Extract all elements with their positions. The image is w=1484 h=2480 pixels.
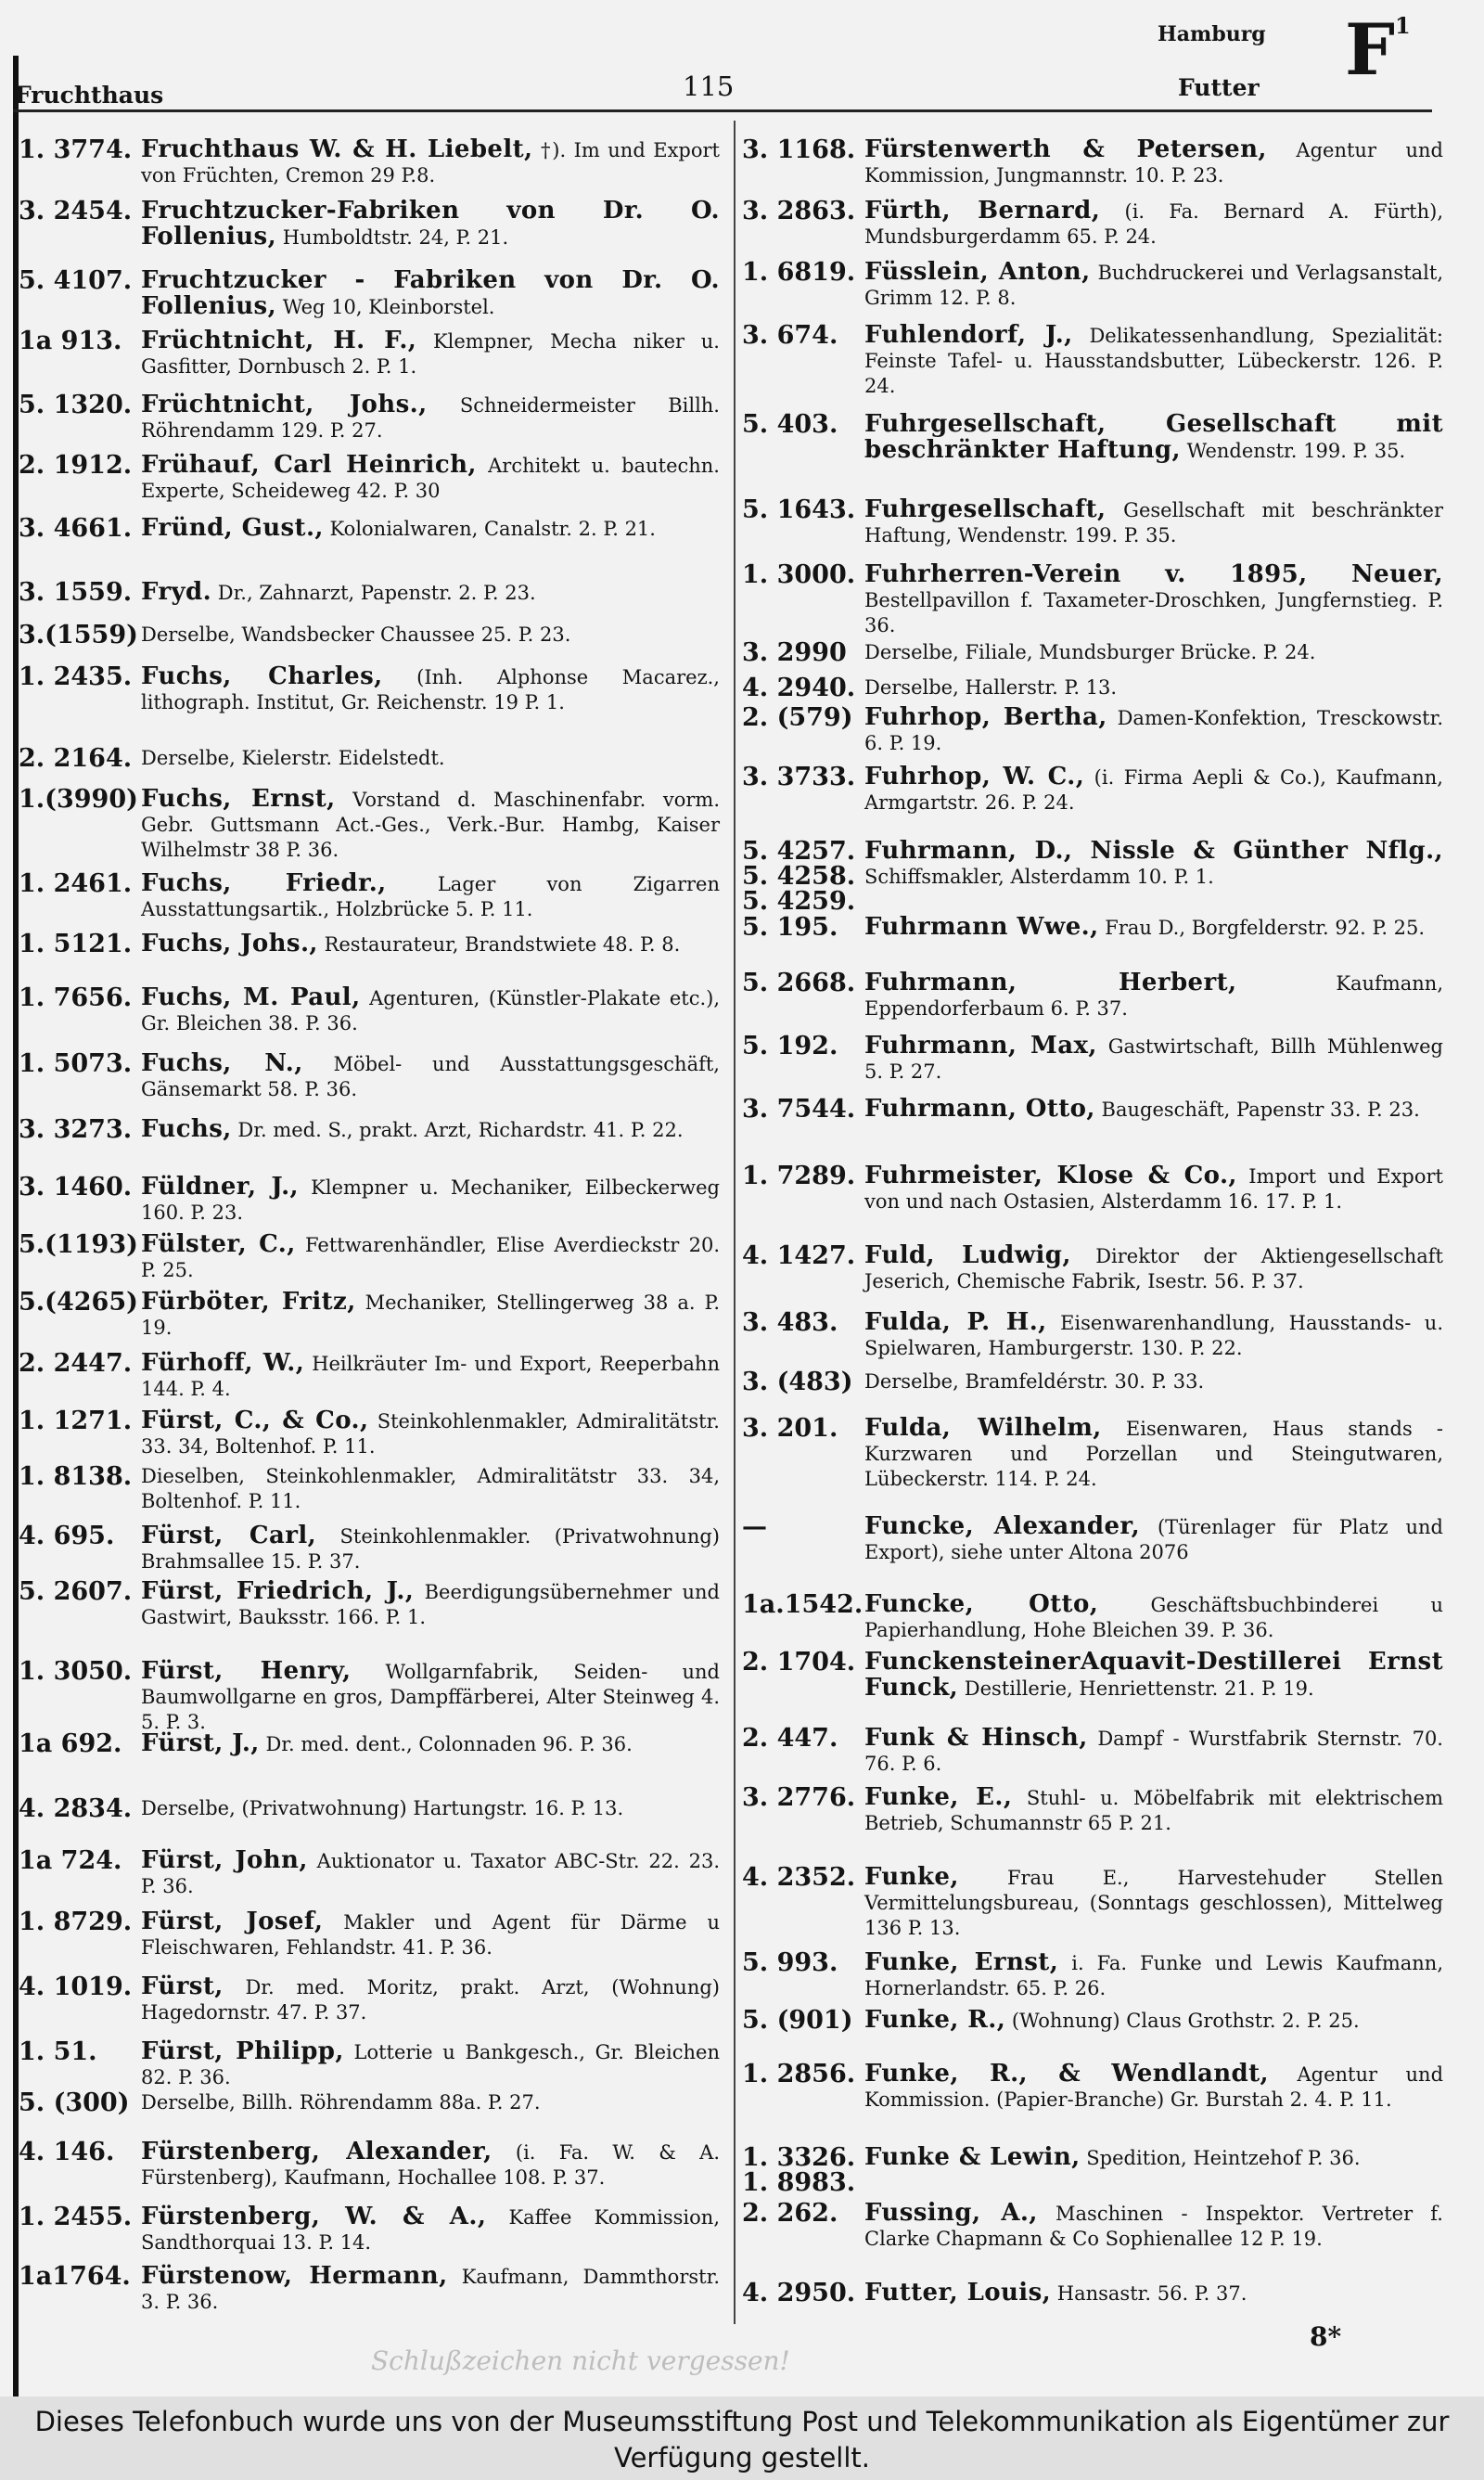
subscriber-name: Fuhrherren-Verein v. 1895, Neuer, [864, 560, 1443, 588]
subscriber-details: Dr. med. S., prakt. Arzt, Richardstr. 41. P. 22. [237, 1119, 684, 1141]
phone-number: 1. 3326. 1. 8983. [742, 2143, 856, 2197]
entry-text [141, 985, 720, 1036]
entry-text [864, 2201, 1443, 2252]
subscriber-name: Fuhrgesellschaft, Gesellschaft mit beschränkter Haftung, [864, 410, 1443, 464]
subscriber-name: Fürstenow, Hermann, [141, 2262, 448, 2290]
subscriber-details: Klempner, Mecha niker u. Gasfitter, Dornbusch 2. P. 1. [141, 330, 720, 378]
subscriber-details: (Inh. Alphonse Macarez., lithograph. Institut, Gr. Reichenstr. 19 P. 1. [141, 666, 720, 713]
phone-number: 3. 2863. [742, 197, 856, 225]
subscriber-details: Derselbe, Kielerstr. Eidelstedt. [141, 747, 445, 769]
section-letter-main: F [1345, 8, 1395, 91]
entry-text [141, 1579, 720, 1630]
subscriber-name: Fuhrmann, Otto, [864, 1095, 1095, 1123]
subscriber-name: Füldner, J., [141, 1173, 299, 1201]
entry-text [864, 137, 1443, 188]
subscriber-name: Fürst, J., [141, 1729, 260, 1757]
subscriber-details: Frau D., Borgfelderstr. 92. P. 25. [1105, 917, 1426, 939]
subscriber-name: Fuhrhop, W. C., [864, 763, 1085, 790]
phone-number: 5. 1643. [742, 495, 856, 524]
subscriber-name: Fuhrmann, Herbert, [864, 969, 1237, 996]
entry-text [864, 323, 1443, 399]
phone-number: 3. 201. [742, 1414, 838, 1443]
subscriber-name: Fuchs, M. Paul, [141, 983, 361, 1011]
subscriber-name: Fuchs, [141, 1115, 232, 1143]
phone-number: 5. 195. [742, 913, 838, 942]
subscriber-name: Fulda, P. H., [864, 1308, 1047, 1336]
subscriber-name: Fuld, Ludwig, [864, 1241, 1071, 1269]
entry-text [864, 1514, 1443, 1565]
subscriber-name: Früchtnicht, Johs., [141, 391, 428, 418]
phone-number: 3. 3273. [19, 1115, 133, 1144]
phone-number: 5. 4257. 5. 4258. 5. 4259. [742, 837, 856, 916]
entry-text [864, 1034, 1443, 1085]
subscriber-details: Makler und Agent für Därme u Fleischwaren, Fehlandstr. 41. P. 36. [141, 1911, 720, 1959]
phone-number: 1. 5121. [19, 930, 133, 958]
subscriber-name: Füsslein, Anton, [864, 258, 1091, 286]
subscriber-details: Lotterie u Bankgesch., Gr. Bleichen 82. P. 36. [141, 2041, 720, 2088]
subscriber-name: Fulda, Wilhelm, [864, 1414, 1102, 1442]
entry-text [864, 1097, 1443, 1123]
subscriber-name: Fülster, C., [141, 1230, 296, 1258]
phone-number: 3. 1460. [19, 1173, 133, 1201]
subscriber-details: Klempner u. Mechaniker, Eilbeckerweg 160. P. 23. [141, 1176, 720, 1224]
header-left-keyword: Fruchthaus [15, 82, 164, 109]
subscriber-name: Funcke, Alexander, [864, 1512, 1141, 1540]
subscriber-details: Fettwarenhändler, Elise Averdieckstr 20. P. 25. [141, 1234, 720, 1281]
phone-number: 1. 7656. [19, 983, 133, 1012]
phone-number: 5. (901) [742, 2006, 853, 2035]
subscriber-details: Kaffee Kommission, Sandthorquai 13. P. 14. [141, 2206, 720, 2254]
subscriber-details: Maschinen - Inspektor. Vertreter f. Clarke Chapmann & Co Sophienallee 12 P. 19. [864, 2203, 1443, 2250]
subscriber-details: Hansastr. 56. P. 37. [1056, 2282, 1247, 2305]
subscriber-name: Fürth, Bernard, [864, 197, 1101, 225]
entry-text [864, 199, 1443, 250]
subscriber-details: Schiffsmakler, Alsterdamm 10. P. 1. [864, 866, 1214, 888]
subscriber-details: Beerdigungsübernehmer und Gastwirt, Bauksstr. 166. P. 1. [141, 1581, 720, 1628]
entry-text [141, 1848, 720, 1899]
subscriber-details: Eisenwarenhandlung, Hausstands- u. Spielwaren, Hamburgerstr. 130. P. 22. [864, 1312, 1443, 1359]
phone-number: 5. 2607. [19, 1577, 133, 1606]
phone-number: 1. 3774. [19, 135, 133, 164]
entry-text [141, 1659, 720, 1735]
subscriber-name: Funk & Hinsch, [864, 1724, 1088, 1752]
phone-number: 3. (483) [742, 1368, 853, 1396]
subscriber-name: Fürst, Philipp, [141, 2037, 344, 2065]
subscriber-name: Futter, Louis, [864, 2279, 1052, 2307]
subscriber-name: Fuhrmeister, Klose & Co., [864, 1162, 1237, 1189]
subscriber-details: Derselbe, Billh. Röhrendamm 88a. P. 27. [141, 2091, 541, 2114]
phone-number: 5. (300) [19, 2088, 130, 2117]
phone-number: 4. 1427. [742, 1241, 856, 1270]
entry-text [141, 746, 720, 771]
entry-text [864, 1785, 1443, 1836]
entry-text [864, 1592, 1443, 1643]
entry-text [864, 765, 1443, 816]
subscriber-details: Dr., Zahnarzt, Papenstr. 2. P. 23. [217, 582, 536, 604]
subscriber-details: (i. Firma Aepli & Co.), Kaufmann, Armgartstr. 26. P. 24. [864, 766, 1443, 814]
subscriber-name: Fürst, Carl, [141, 1522, 317, 1549]
phone-number: 4. 146. [19, 2138, 115, 2166]
entry-text [864, 562, 1443, 638]
subscriber-details: Derselbe, Hallerstr. P. 13. [864, 676, 1118, 699]
phone-number: 1a.1542. [742, 1590, 864, 1619]
subscriber-details: (Türenlager für Platz und Export), siehe unter Altona 2076 [864, 1516, 1443, 1563]
phone-number: 3. 674. [742, 321, 838, 350]
entry-text [141, 787, 720, 863]
subscriber-name: Fuchs, Friedr., [141, 869, 387, 897]
phone-number: 1. 6819. [742, 258, 856, 287]
entry-text [141, 580, 720, 606]
entry-text [864, 640, 1443, 665]
phone-number: 2. 1912. [19, 451, 133, 480]
phone-number: 5. 403. [742, 410, 838, 439]
subscriber-details: Wollgarnfabrik, Seiden- und Baumwollgarne en gros, Dampffärberei, Alter Steinweg 4. 5. P. 3. [141, 1661, 720, 1733]
subscriber-details: Schneidermeister Billh. Röhrendamm 129. P. 27. [141, 394, 720, 442]
phone-number: 2. (579) [742, 703, 853, 732]
phone-number: 5. 192. [742, 1032, 838, 1060]
entry-text [141, 1974, 720, 2025]
entry-text [141, 453, 720, 504]
entry-text [141, 268, 720, 320]
phone-number: 1. 51. [19, 2037, 97, 2066]
entry-text [141, 2039, 720, 2090]
subscriber-name: Früchtnicht, H. F., [141, 327, 417, 354]
subscriber-details: (i. Fa. Bernard A. Fürth), Mundsburgerdamm 65. P. 24. [864, 200, 1443, 248]
subscriber-details: Architekt u. bautechn. Experte, Scheideweg 42. P. 30 [141, 455, 720, 502]
subscriber-details: Kaufmann, Dammthorstr. 3. P. 36. [141, 2266, 720, 2313]
entry-text [864, 1163, 1443, 1214]
subscriber-name: Fürböter, Fritz, [141, 1288, 356, 1316]
subscriber-details: Buchdruckerei und Verlagsanstalt, Grimm 12. P. 8. [864, 262, 1443, 309]
phone-number: 3. 3733. [742, 763, 856, 791]
subscriber-details: Derselbe, Bramfeldérstr. 30. P. 33. [864, 1370, 1205, 1393]
subscriber-details: †). Im und Export von Früchten, Cremon 29 P.8. [141, 139, 720, 186]
subscriber-details: Mechaniker, Stellingerweg 38 a. P. 19. [141, 1291, 721, 1339]
section-letter-sup: 1 [1394, 12, 1411, 39]
entry-text [141, 1232, 720, 1283]
subscriber-name: Funke, Ernst, [864, 1948, 1059, 1976]
entry-text [864, 1865, 1443, 1941]
phone-number: 2. 262. [742, 2199, 838, 2228]
subscriber-name: Fürst, Henry, [141, 1657, 352, 1685]
phone-number: 1. 8729. [19, 1908, 133, 1936]
subscriber-name: Fruchthaus W. & H. Liebelt, [141, 135, 533, 163]
subscriber-name: FunckensteinerAquavit-Destillerei Ernst Funck, [864, 1648, 1443, 1702]
phone-number: 1a 724. [19, 1846, 122, 1875]
entry-text [864, 2062, 1443, 2113]
subscriber-details: Direktor der Aktiengesellschaft Jeserich, Chemische Fabrik, Isestr. 56. P. 37. [864, 1245, 1443, 1292]
subscriber-details: (i. Fa. W. & A. Fürstenberg), Kaufmann, Hochallee 108. P. 37. [141, 2141, 720, 2189]
subscriber-name: Fürst, Friedrich, J., [141, 1577, 415, 1605]
entry-text [864, 1650, 1443, 1702]
subscriber-details: Vorstand d. Maschinenfabr. vorm. Gebr. Guttsmann Act.-Ges., Verk.-Bur. Hambg, Kaiser Wilhelmstr 38 P. 36. [141, 789, 721, 861]
phone-number: 5.(4265) [19, 1288, 138, 1317]
subscriber-details: Gastwirtschaft, Billh Mühlenweg 5. P. 27. [864, 1035, 1443, 1083]
subscriber-details: Dr. med. dent., Colonnaden 96. P. 36. [265, 1733, 633, 1755]
entry-text [864, 497, 1443, 548]
subscriber-name: Fürstenwerth & Petersen, [864, 135, 1267, 163]
subscriber-details: Bestellpavillon f. Taxameter-Droschken, Jungfernstieg. P. 36. [864, 589, 1443, 636]
column-divider [734, 121, 736, 2324]
subscriber-name: Fründ, Gust., [141, 514, 324, 542]
subscriber-name: Fürstenberg, Alexander, [141, 2138, 493, 2165]
entry-text [864, 2281, 1443, 2307]
entry-text [141, 932, 720, 957]
phone-number: 3. 2776. [742, 1783, 856, 1812]
subscriber-details: Import und Export von und nach Ostasien, Alsterdamm 16. 17. P. 1. [864, 1165, 1443, 1213]
header-right-keyword: Futter [1178, 74, 1260, 101]
subscriber-name: Fuhrmann Wwe., [864, 913, 1099, 941]
subscriber-details: Damen-Konfektion, Tresckowstr. 6. P. 19. [864, 707, 1443, 754]
phone-number: 2. 447. [742, 1724, 838, 1753]
phone-number: 1a1764. [19, 2262, 131, 2291]
subscriber-name: Fuhrhop, Bertha, [864, 703, 1107, 731]
subscriber-details: Agenturen, (Künstler-Plakate etc.), Gr. Bleichen 38. P. 36. [141, 987, 721, 1034]
subscriber-details: Gesellschaft mit beschränkter Haftung, Wendenstr. 199. P. 35. [864, 499, 1443, 546]
subscriber-name: Fuhrmann, D., Nissle & Günther Nflg., [864, 837, 1443, 865]
entry-text [141, 1175, 720, 1226]
subscriber-details: Kaufmann, Eppendorferbaum 6. P. 37. [864, 972, 1443, 1020]
entry-text [864, 915, 1443, 941]
subscriber-details: Spedition, Heintzehof P. 36. [1086, 2147, 1361, 2169]
entry-text [864, 970, 1443, 1022]
subscriber-details: Derselbe, Wandsbecker Chaussee 25. P. 23. [141, 623, 571, 646]
phone-number: 5. 993. [742, 1948, 838, 1977]
phone-number: 3. 2454. [19, 197, 133, 225]
entry-text [864, 705, 1443, 756]
entry-text [141, 1909, 720, 1960]
entry-text [864, 1950, 1443, 2001]
subscriber-name: Fürst, Josef, [141, 1908, 324, 1935]
subscriber-details: Dampf - Wurstfabrik Sternstr. 70. 76. P. 6. [864, 1728, 1443, 1775]
subscriber-details: Destillerie, Henriettenstr. 21. P. 19. [964, 1677, 1314, 1700]
entry-text [141, 1523, 720, 1574]
subscriber-details: Derselbe, (Privatwohnung) Hartungstr. 16. P. 13. [141, 1797, 624, 1819]
subscriber-name: Fürst, John, [141, 1846, 308, 1874]
signature-mark: 8* [1310, 2321, 1342, 2352]
subscriber-name: Funke, R., [864, 2006, 1006, 2034]
phone-number: 1. 2435. [19, 662, 133, 691]
subscriber-name: Funke, E., [864, 1783, 1013, 1811]
entry-text [141, 516, 720, 542]
phone-number: 3. 4661. [19, 514, 133, 543]
phone-number: 1a 913. [19, 327, 122, 355]
subscriber-name: Fuhrgesellschaft, [864, 495, 1107, 523]
subscriber-details: Möbel- und Ausstattungsgeschäft, Gänsemarkt 58. P. 36. [141, 1053, 720, 1100]
entry-text [141, 1290, 720, 1341]
entry-text [141, 1731, 720, 1757]
entry-text [864, 1369, 1443, 1394]
phone-number: 4. 695. [19, 1522, 115, 1550]
entry-text [141, 1796, 720, 1821]
subscriber-details: Agentur und Kommission. (Papier-Branche) Gr. Burstah 2. 4. P. 11. [864, 2063, 1444, 2111]
entry-text [864, 2008, 1443, 2034]
subscriber-details: Wendenstr. 199. P. 35. [1186, 440, 1406, 462]
phone-number: 3. 1168. [742, 135, 856, 164]
subscriber-name: Fuchs, Johs., [141, 930, 318, 957]
subscriber-name: Frühauf, Carl Heinrich, [141, 451, 477, 479]
subscriber-name: Fürstenberg, W. & A., [141, 2203, 487, 2230]
phone-number: 1. 3000. [742, 560, 856, 589]
subscriber-details: Dr. med. Moritz, prakt. Arzt, (Wohnung) Hagedornstr. 47. P. 37. [141, 1976, 720, 2024]
entry-text [141, 392, 720, 443]
header-city: Hamburg [1158, 22, 1266, 46]
subscriber-details: Geschäftsbuchbinderei u Papierhandlung, Hohe Bleichen 39. P. 36. [864, 1594, 1443, 1641]
subscriber-name: Fürhoff, W., [141, 1349, 305, 1377]
phone-number: 3.(1559) [19, 621, 138, 649]
subscriber-name: Fryd. [141, 578, 212, 606]
entry-text [141, 2090, 720, 2115]
subscriber-details: Lager von Zigarren Ausstattungsartik., Holzbrücke 5. P. 11. [141, 873, 720, 920]
entry-text [864, 2145, 1443, 2171]
phone-number: 5. 2668. [742, 969, 856, 997]
subscriber-name: Fuchs, Charles, [141, 662, 383, 690]
entry-text [141, 1464, 720, 1514]
subscriber-details: Agentur und Kommission, Jungmannstr. 10. P. 23. [864, 139, 1443, 186]
phone-number: 4. 2950. [742, 2279, 856, 2307]
entry-text [864, 412, 1443, 464]
subscriber-details: i. Fa. Funke und Lewis Kaufmann, Hornerlandstr. 65. P. 26. [864, 1952, 1443, 1999]
phone-number: 5. 4107. [19, 266, 133, 295]
subscriber-details: Auktionator u. Taxator ABC-Str. 22. 23. P. 36. [141, 1850, 720, 1897]
phone-number: 3. 483. [742, 1308, 838, 1337]
entry-text [141, 137, 720, 188]
phone-number: 1. 2461. [19, 869, 133, 898]
entry-text [141, 1351, 720, 1402]
phone-number: 1. 3050. [19, 1657, 133, 1686]
subscriber-details: (Wohnung) Claus Grothstr. 2. P. 25. [1011, 2010, 1360, 2032]
entry-text [864, 1310, 1443, 1361]
phone-number: 1. 7289. [742, 1162, 856, 1190]
phone-number: 5. 1320. [19, 391, 133, 419]
subscriber-name: Fruchtzucker-Fabriken von Dr. O. Follenius, [141, 197, 720, 251]
subscriber-details: Stuhl- u. Möbelfabrik mit elektrischem Betrieb, Schumannstr 65 P. 21. [864, 1787, 1444, 1834]
subscriber-details: Steinkohlenmakler. (Privatwohnung) Brahmsallee 15. P. 37. [141, 1525, 720, 1573]
subscriber-name: Fürst, [141, 1972, 224, 2000]
phone-number: 2. 2447. [19, 1349, 133, 1378]
phone-number: 1. 2455. [19, 2203, 133, 2231]
credit-line: Dieses Telefonbuch wurde uns von der Museumsstiftung Post und Telekommunikation als Eigentümer zur Verfügung gestellt. [0, 2396, 1484, 2480]
phone-number: 4. 2834. [19, 1794, 133, 1823]
entry-text [141, 328, 720, 379]
entry-text [141, 2204, 720, 2255]
subscriber-details: Humboldtstr. 24, P. 21. [282, 226, 509, 249]
phone-number: 1. 1271. [19, 1407, 133, 1435]
subscriber-name: Funcke, Otto, [864, 1590, 1099, 1618]
subscriber-name: Fuchs, N., [141, 1049, 303, 1077]
entry-text [141, 2139, 720, 2191]
entry-text [864, 1416, 1443, 1492]
entry-text [141, 199, 720, 251]
subscriber-details: Steinkohlenmakler, Admiralitätstr. 33. 34, Boltenhof. P. 11. [141, 1410, 720, 1458]
entry-text [864, 1243, 1443, 1294]
subscriber-name: Fuchs, Ernst, [141, 785, 336, 813]
phone-number: 2. 2164. [19, 744, 133, 773]
entry-text [864, 260, 1443, 311]
subscriber-details: Delikatessenhandlung, Spezialität: Feinste Tafel- u. Hausstandsbutter, Lübeckerstr. 126. P. 24. [864, 325, 1443, 397]
subscriber-name: Funke, [864, 1863, 959, 1891]
subscriber-details: Eisenwaren, Haus stands - Kurzwaren und Porzellan und Steingutwaren, Lübeckerstr. 114. P. 24. [864, 1418, 1443, 1490]
header-rule [13, 109, 1432, 112]
entry-text [141, 1408, 720, 1459]
phone-number: 3. 7544. [742, 1095, 856, 1124]
subscriber-name: Funke & Lewin, [864, 2143, 1081, 2171]
subscriber-name: Fürst, C., & Co., [141, 1407, 369, 1434]
phone-number: 4. 2352. [742, 1863, 856, 1892]
entry-text [141, 871, 720, 922]
entry-text [141, 1051, 720, 1102]
subscriber-name: Fuhlendorf, J., [864, 321, 1073, 349]
faded-bleedthrough-text: Schlußzeichen nicht vergessen! [371, 2345, 790, 2376]
phone-number: 4. 1019. [19, 1972, 133, 2001]
page-number: 115 [683, 71, 735, 102]
subscriber-name: Fruchtzucker - Fabriken von Dr. O. Follenius, [141, 266, 720, 320]
phone-number: 1. 8138. [19, 1462, 133, 1491]
phone-number: 1. 2856. [742, 2060, 856, 2088]
phone-number: 1. 5073. [19, 1049, 133, 1078]
entry-text [864, 839, 1443, 890]
phone-number: 1a 692. [19, 1729, 122, 1758]
subscriber-details: Weg 10, Kleinborstel. [282, 296, 495, 318]
entry-text [141, 2264, 720, 2315]
entry-text [864, 1726, 1443, 1777]
phone-number: 5.(1193) [19, 1230, 138, 1259]
subscriber-details: Heilkräuter Im- und Export, Reeperbahn 144. P. 4. [141, 1353, 720, 1400]
entry-text [141, 1117, 720, 1143]
subscriber-details: Dieselben, Steinkohlenmakler, Admiralitätstr 33. 34, Boltenhof. P. 11. [141, 1465, 720, 1512]
subscriber-name: Funke, R., & Wendlandt, [864, 2060, 1269, 2088]
subscriber-name: Fussing, A., [864, 2199, 1038, 2227]
entry-text [141, 664, 720, 715]
subscriber-details: Baugeschäft, Papenstr 33. P. 23. [1101, 1099, 1420, 1121]
entry-text [141, 623, 720, 648]
section-letter [1345, 8, 1411, 91]
subscriber-details: Frau E., Harvestehuder Stellen Vermittelungsbureau, (Sonntags geschlossen), Mittelweg 136 P. 13. [864, 1867, 1443, 1939]
phone-number: 1.(3990) [19, 785, 138, 814]
phone-number: 3. 2990 [742, 638, 847, 667]
subscriber-details: Derselbe, Filiale, Mundsburger Brücke. P. 24. [864, 641, 1316, 663]
subscriber-name: Fuhrmann, Max, [864, 1032, 1097, 1060]
phone-number: — [742, 1512, 767, 1541]
phone-number: 3. 1559. [19, 578, 133, 607]
phone-number: 4. 2940. [742, 674, 856, 702]
phone-number: 2. 1704. [742, 1648, 856, 1677]
subscriber-details: Restaurateur, Brandstwiete 48. P. 8. [324, 933, 681, 956]
entry-text [864, 675, 1443, 700]
subscriber-details: Kolonialwaren, Canalstr. 2. P. 21. [329, 518, 656, 540]
